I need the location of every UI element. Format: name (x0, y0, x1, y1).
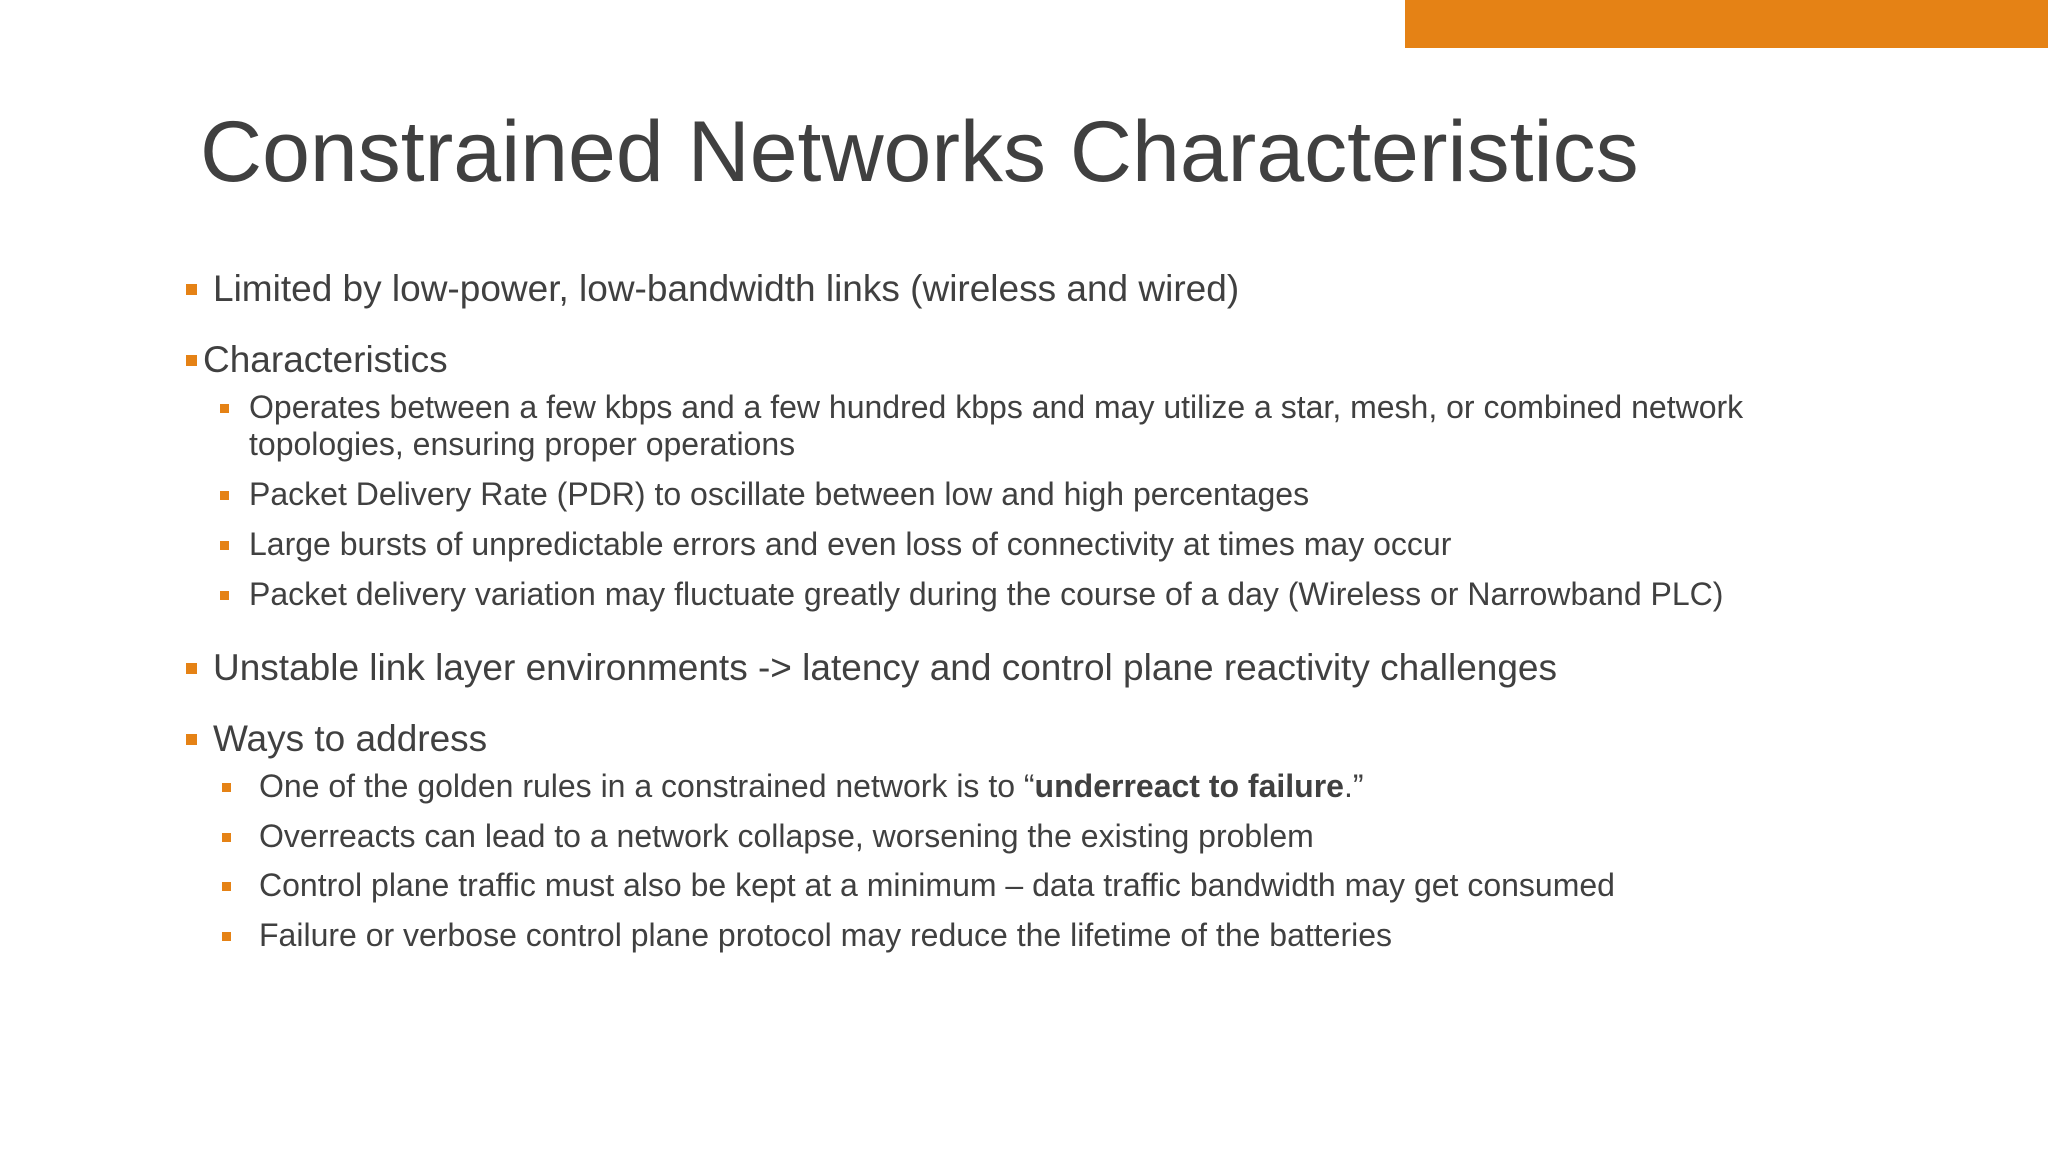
bullet-marker (186, 734, 197, 745)
bullet-text: Ways to address (213, 718, 488, 759)
bullet-text: Control plane traffic must also be kept at a minimum – data traffic bandwidth may get consumed (259, 867, 1615, 903)
bullet-text: Characteristics (203, 339, 448, 380)
bullet-text: Large bursts of unpredictable errors and even loss of connectivity at times may occur (249, 526, 1452, 562)
bullet-text-bold: underreact to failure (1034, 768, 1344, 804)
bullet-marker (220, 541, 229, 550)
sub-bullet-item (220, 476, 1309, 513)
slide-title: Constrained Networks Characteristics (200, 104, 1639, 200)
bullet-marker (220, 404, 229, 413)
sub-bullet-item (222, 818, 1314, 855)
bullet-text: Failure or verbose control plane protocol may reduce the lifetime of the batteries (259, 917, 1393, 953)
sub-bullet-item (220, 389, 1860, 463)
sub-bullet-item (220, 526, 1451, 563)
bullet-marker (222, 882, 231, 891)
bullet-text-after: .” (1343, 768, 1364, 804)
bullet-text: Unstable link layer environments -> latency and control plane reactivity challenges (213, 647, 1558, 688)
bullet-text (259, 768, 1364, 805)
bullet-marker (222, 783, 231, 792)
sub-bullet-item (222, 867, 1615, 904)
bullet-text: Overreacts can lead to a network collapse, worsening the existing problem (259, 818, 1314, 854)
sub-bullet-item (220, 576, 1723, 613)
bullet-marker (186, 284, 197, 295)
bullet-marker (220, 491, 229, 500)
bullet-text: Limited by low-power, low-bandwidth links (wireless and wired) (213, 268, 1240, 309)
bullet-text: Packet delivery variation may fluctuate greatly during the course of a day (Wireless or Narrowband PLC) (249, 576, 1724, 612)
bullet-item (186, 338, 448, 382)
bullet-item (186, 717, 487, 761)
sub-bullet-item (222, 768, 1364, 805)
bullet-marker (186, 355, 197, 366)
bullet-marker (222, 932, 231, 941)
bullet-text-before: One of the golden rules in a constrained network is to “ (259, 768, 1035, 804)
bullet-item (186, 267, 1239, 311)
sub-bullet-item (222, 917, 1392, 954)
bullet-item (186, 646, 1557, 690)
bullet-text: Operates between a few kbps and a few hundred kbps and may utilize a star, mesh, or combined network topologies, ensuring proper operations (249, 389, 1744, 462)
bullet-marker (186, 663, 197, 674)
bullet-marker (220, 591, 229, 600)
bullet-text: Packet Delivery Rate (PDR) to oscillate between low and high percentages (249, 476, 1310, 512)
bullet-marker (222, 833, 231, 842)
